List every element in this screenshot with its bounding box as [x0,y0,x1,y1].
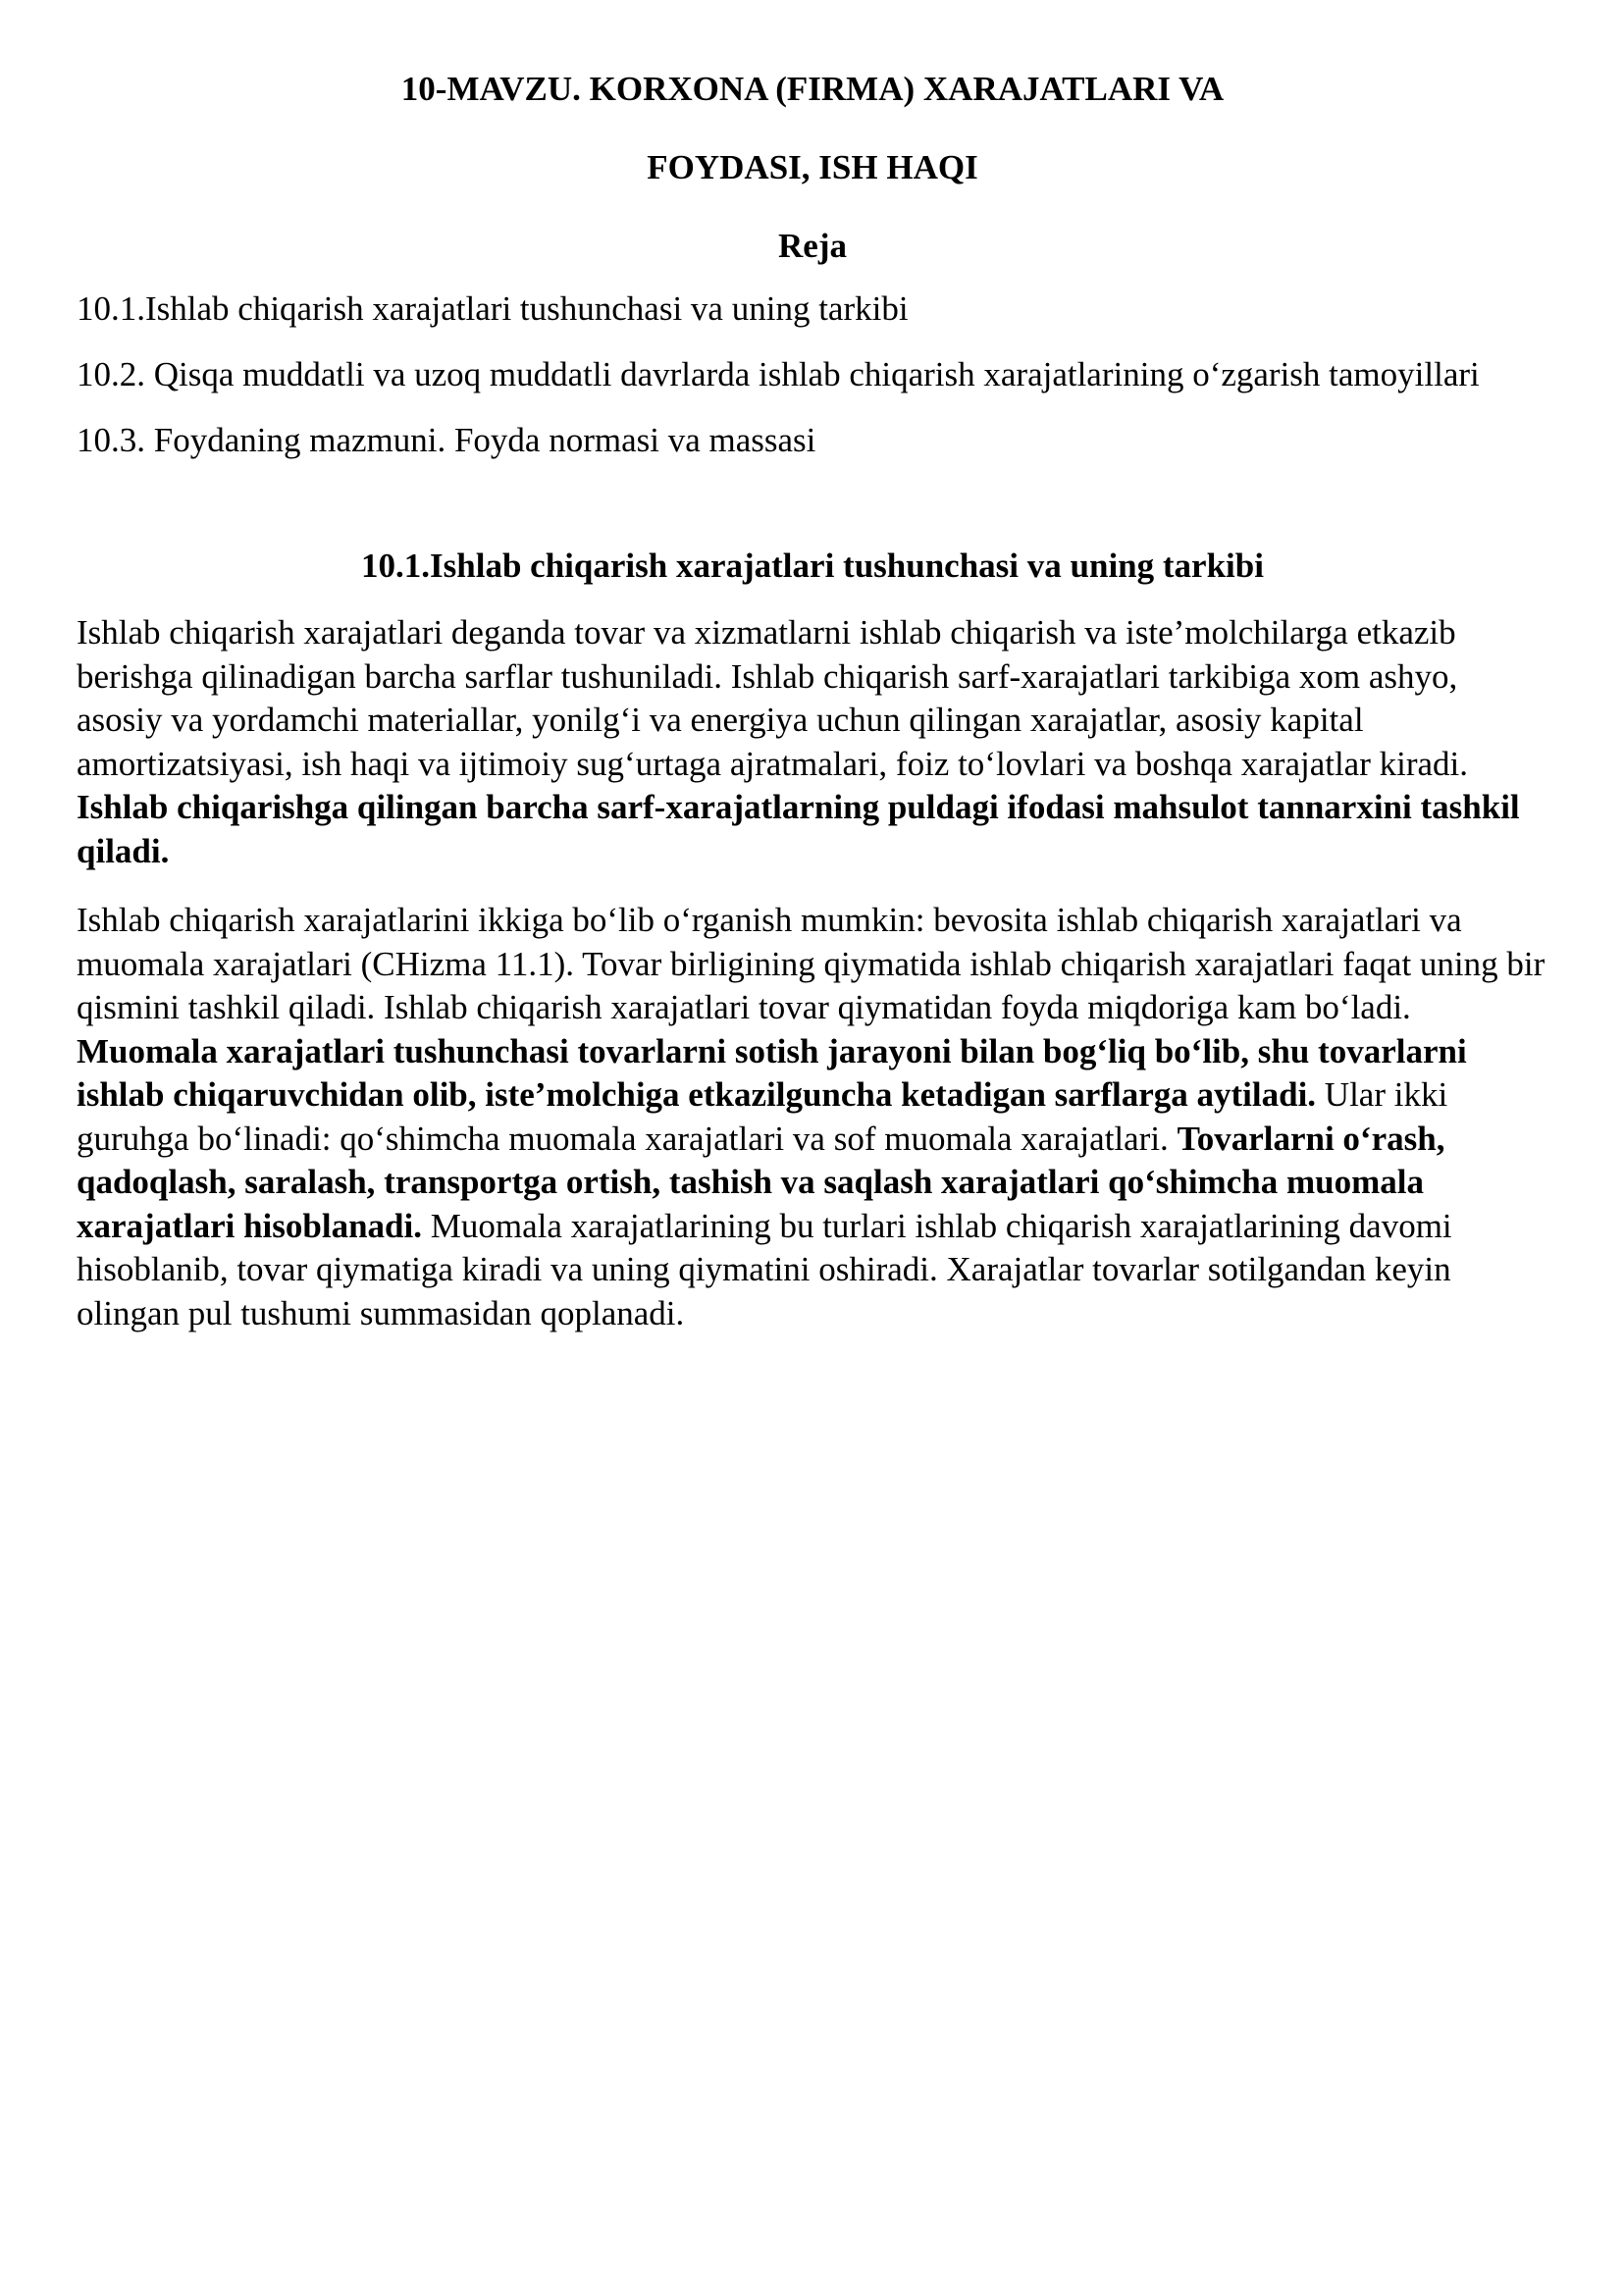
body-paragraph-1 [77,611,1548,873]
paragraph-text: Muomala xarajatlarining bu turlari ishlab chiqarish xarajatlarining davomi hisoblanib, tovar qiymatiga kiradi va uning qiymatini oshiradi. Xarajatlar tovarlar sotilgandan keyin olingan pul tushumi summasidan qoplanadi. [77,1206,1452,1332]
plan-item: 10.2. Qisqa muddatli va uzoq muddatli davrlarda ishlab chiqarish xarajatlarining o‘zgarish tamoyillari [77,355,1480,393]
paragraph-text: Ishlab chiqarish xarajatlari deganda tovar va xizmatlarni ishlab chiqarish va iste’molchilarga etkazib berishga qilinadigan barcha sarflar tushuniladi. Ishlab chiqarish sarf-xarajatlari tarkibiga xom ashyo, asosiy va yordamchi materiallar, yonilg‘i va energiya uchun qilingan xarajatlar, asosiy kapital amortizatsiyasi, ish haqi va ijtimoiy sug‘urtaga ajratmalari, foiz to‘lovlari va boshqa xarajatlar kiradi. [77,613,1469,783]
paragraph-text: Ular ikki guruhga bo‘linadi: qo‘shimcha muomala xarajatlari va sof muomala xarajatlari. [77,1075,1448,1158]
document-title-line-2: FOYDASI, ISH HAQI [647,148,978,186]
paragraph-text: Ishlab chiqarish xarajatlarini ikkiga bo‘lib o‘rganish mumkin: bevosita ishlab chiqarish xarajatlari va muomala xarajatlari (CHizma 11.1). Tovar birligining qiymatida ishlab chiqarish xarajatlari faqat uning bir qismini tashkil qiladi. Ishlab chiqarish xarajatlari tovar qiymatidan foyda miqdoriga kam bo‘ladi. [77,901,1545,1026]
paragraph-bold-text: Ishlab chiqarishga qilingan barcha sarf-xarajatlarning puldagi ifodasi mahsulot tannarxini tashkil qiladi. [77,788,1520,870]
section-heading: 10.1.Ishlab chiqarish xarajatlari tushunchasi va uning tarkibi [361,547,1264,585]
plan-list [77,288,1548,461]
paragraph-bold-text: Muomala xarajatlari tushunchasi tovarlarni sotish jarayoni bilan bog‘liq bo‘lib, shu tovarlarni ishlab chiqaruvchidan olib, iste’molchiga etkazilguncha ketadigan sarflarga aytiladi. [77,1031,1467,1114]
plan-heading: Reja [778,227,847,265]
document-title-line-1: 10-MAVZU. KORXONA (FIRMA) XARAJATLARI VA [400,70,1225,108]
body-paragraph-2 [77,899,1548,1335]
document-page [77,69,1548,1361]
paragraph-bold-text: Tovarlarni o‘rash, qadoqlash, saralash, transportga ortish, tashish va saqlash xarajatlari qo‘shimcha muomala xarajatlari hisoblanadi. [77,1119,1445,1245]
plan-item: 10.1.Ishlab chiqarish xarajatlari tushunchasi va uning tarkibi [77,289,909,328]
plan-item: 10.3. Foydaning mazmuni. Foyda normasi va massasi [77,421,816,459]
